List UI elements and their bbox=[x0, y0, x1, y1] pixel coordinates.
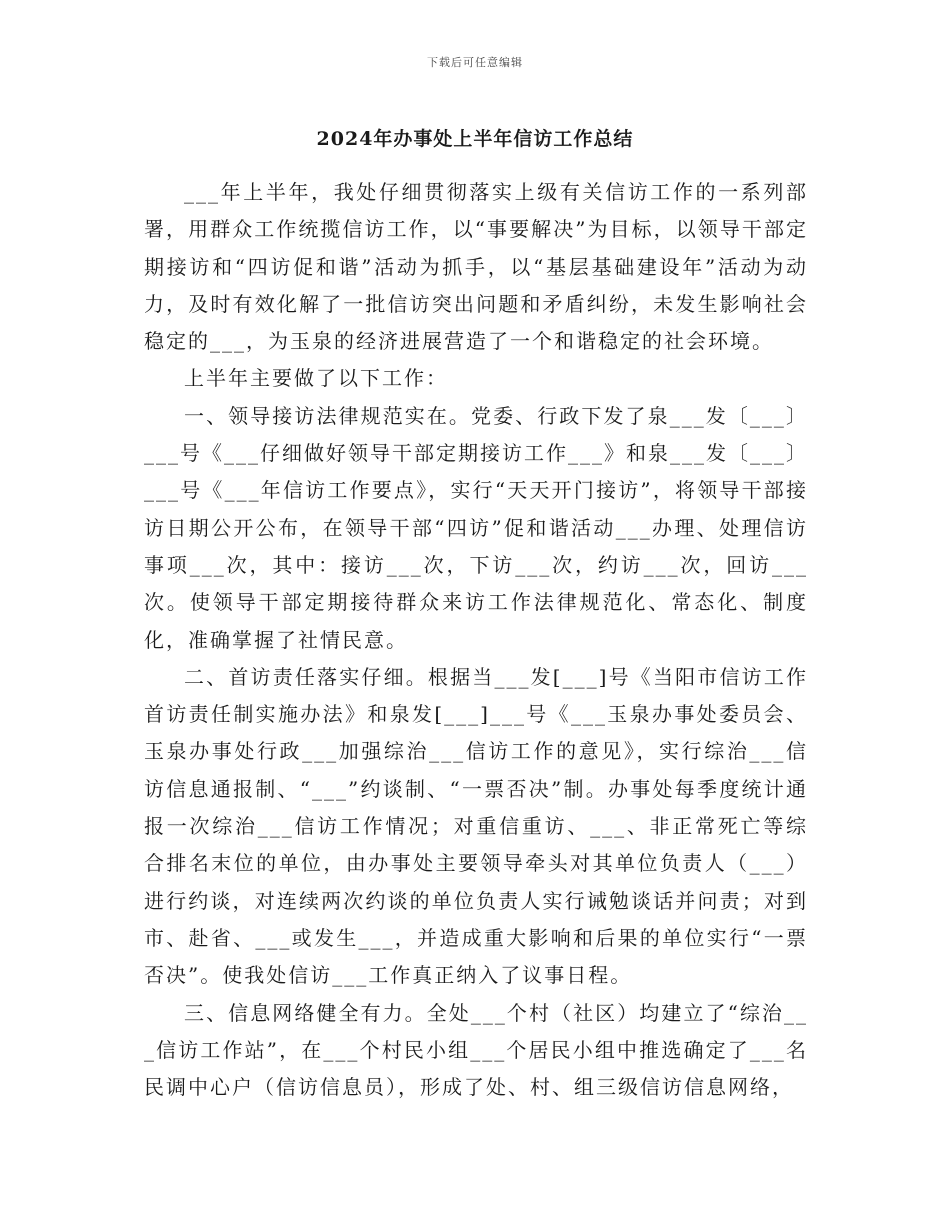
paragraph-work-summary: 上半年主要做了以下工作： bbox=[184, 366, 448, 391]
document-body bbox=[144, 174, 808, 1106]
paragraph-section-1: 一、领导接访法律规范实在。党委、行政下发了泉___发〔___〕___号《___仔细做好领导干部定期接访工作___》和泉___发〔___〕___号《___年信访工作要点》，实行“天天开门接访”，将领导干部接访日期公开公布，在领导干部“四访”促和谐活动___办理、处理信访事项___次，其中：接访___次，下访___次，约访___次，回访___次。使领导干部定期接待群众来访工作法律规范化、常态化、制度化，准确掌握了社情民意。 bbox=[144, 403, 808, 652]
paragraph-section-3: 三、信息网络健全有力。全处___个村（社区）均建立了“综治___信访工作站”，在___个村民小组___个居民小组中推选确定了___名民调中心户（信访信息员），形成了处、村、组三级信访信息网络， bbox=[144, 1000, 808, 1100]
paragraph-section-2: 二、首访责任落实仔细。根据当___发[___]号《当阳市信访工作首访责任制实施办法》和泉发[___]___号《___玉泉办事处委员会、玉泉办事处行政___加强综治___信访工作的意见》，实行综治___信访信息通报制、“___”约谈制、“一票否决”制。办事处每季度统计通报一次综治___信访工作情况；对重信重访、___、非正常死亡等综合排名末位的单位，由办事处主要领导牵头对其单位负责人（___）进行约谈，对连续两次约谈的单位负责人实行诫勉谈话并问责；对到市、赴省、___或发生___，并造成重大影响和后果的单位实行“一票否决”。使我处信访___工作真正纳入了议事日程。 bbox=[144, 664, 808, 988]
paragraph-intro: ___年上半年，我处仔细贯彻落实上级有关信访工作的一系列部署，用群众工作统揽信访工作，以“事要解决”为目标，以领导干部定期接访和“四访促和谐”活动为抓手，以“基层基础建设年”活动为动力，及时有效化解了一批信访突出问题和矛盾纠纷，未发生影响社会稳定的___，为玉泉的经济进展营造了一个和谐稳定的社会环境。 bbox=[144, 180, 808, 354]
header-note: 下载后可任意编辑 bbox=[427, 56, 523, 69]
document-title: 2024年办事处上半年信访工作总结 bbox=[316, 128, 634, 150]
